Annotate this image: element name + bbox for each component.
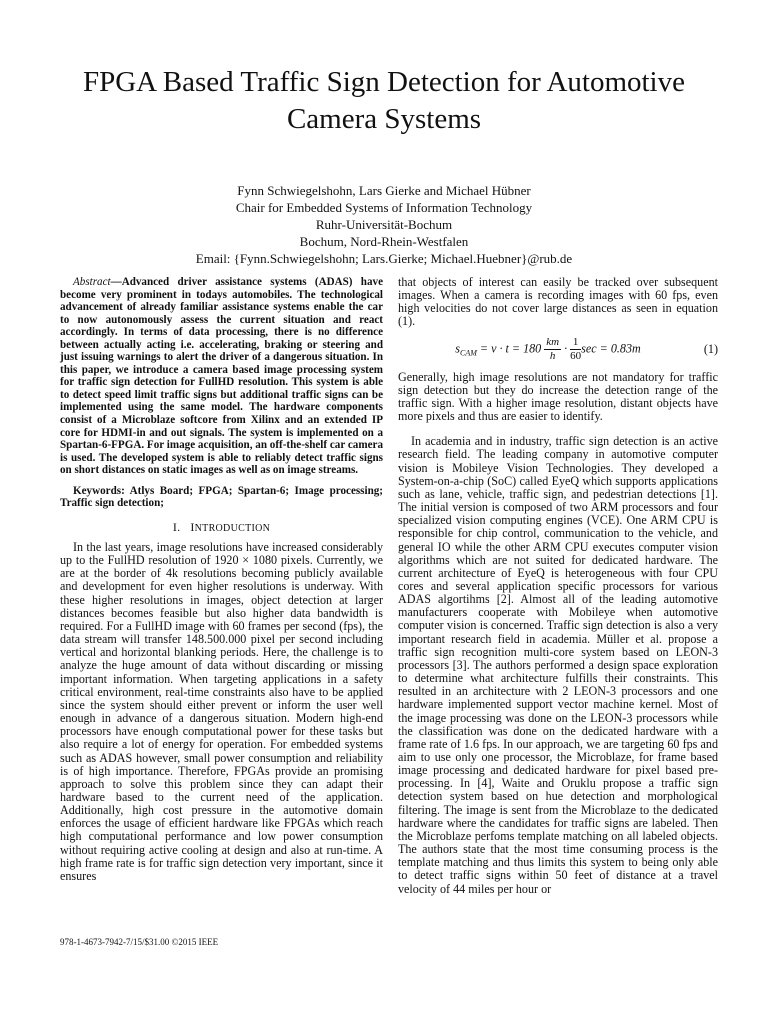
equation-body — [398, 336, 698, 363]
eq-frac1-num: km — [546, 336, 560, 349]
equation-1 — [398, 335, 718, 365]
paper-title — [0, 64, 768, 138]
location: Bochum, Nord-Rhein-Westfalen — [299, 234, 469, 249]
right-paragraph-3: In academia and in industry, traffic sign detection is an active research field. The leading company in automotive computer vision is Mobileye Vision Technologies. They developed a System-on-a-chip (SoC) called EyeQ which supports applications such as lane, vehicle, traffic sign, and pedestrian detections [1]. The initial version is composed of two ARM processors and four specialized vision computing engines (VCE). One ARM CPU is responsible for chip control, communication to the vehicle, and general IO while the other ARM CPU executes computer vision algorithms which are not suited for dedicated hardware. The current architecture of EyeQ is heterogeneous with four CPU cores and several application specific processors for various ADAS algortihms [2]. Almost all of the leading automotive manufacturers cooperate with Mobileye when automotive computer vision is concerned. Traffic sign detection is also a very important research field in academia. Müller et al. propose a traffic sign recognition multi-core system based on LEON-3 processors [3]. The authors performed a design space exploration to determine what architecture fulfills their constraints. This resulted in an architecture with 2 LEON-3 processors and one hardware implemented support vector machine kernel. Most of the image processing was done on the LEON-3 processors while the classification was done on the dedicated hardware with a frame rate of 1.6 fps. In our approach, we are targeting 60 fps and aim to use only one processor, the Microblaze, for frame based image processing and dedicated hardware for pixel based pre-processing. In [4], Waite and Oruklu propose a traffic sign detection system based on hue detection and morphological filtering. The image is sent from the Microblaze to the dedicated hardware where the candidates for traffic signs are labeled. Then the Microblaze perfoms template matching on all labeled objects. The authors state that the most time consuming process is the template matching and thus limits this system to being only able to detect traffic signs within 50 feet of distance at a travel velocity of 44 miles per hour or — [398, 434, 718, 896]
keywords: Keywords: Atlys Board; FPGA; Spartan-6; Image processing; Traffic sign detection; — [60, 484, 383, 510]
eq-frac2-den: 60 — [570, 350, 582, 363]
author-block — [0, 182, 768, 267]
eq-lhs: s — [455, 341, 460, 356]
author-names: Fynn Schwiegelshohn, Lars Gierke and Michael Hübner — [237, 183, 531, 198]
abstract-text: —Advanced driver assistance systems (ADAS) have become very prominent in todays automobiles. The technological advancement of already familiar assistance systems enable the car to now autonomously assess the current situation and react accordingly. In terms of data processing, there is no difference between actually acting i.e. accelerating, braking or steering and just issuing warnings to alert the driver of a dangerous situation. In this paper, we introduce a camera based image processing system for traffic sign detection for FullHD resolution. This system is able to detect speed limit traffic signs but additional traffic signs can be implemented using the same model. The hardware components consist of a Microblaze softcore from Xilinx and an extended IP core for HDMI-in and out signals. The system is implemented on a Spartan-6-FPGA. For image acquisition, an off-the-shelf car camera is used. The developed system is able to reliably detect traffic signs on short distances on static images as well as on image streams. — [60, 276, 383, 477]
section-title-rest: NTRODUCTION — [194, 522, 271, 534]
intro-paragraph: In the last years, image resolutions have increased considerably up to the FullHD resolution of 1920 × 1080 pixels. Currently, we are at the border of 4k resolutions becoming publicly available and development for even higher resolutions is underway. With these higher resolutions in images, object detection at larger distances becomes feasible but also higher data bandwidth is required. For a FullHD image with 60 frames per second (fps), the data stream will transfer 148.500.000 pixel per second including vertical and horizontal blanking periods. Here, the challenge is to analyze the huge amount of data without discarding or missing important information. When targeting applications in a safety critical environment, real-time constraints also have to be applied since the system should either prevent or inform the user well enough in advance of a dangerous situation. Modern high-end processors have enough computational power for these tasks but also require a lot of energy for operation. For embedded systems such as ADAS however, small power consumption and reliability is of high importance. Therefore, FPGAs provide an promising approach to solve this problem since they can adapt their hardware based to the current need of the application. Additionally, high cost pressure in the automotive domain enforces the usage of efficient hardware like FPGAs which reach high computational performance and low power consumption without requiring active cooling at design and also at run-time. A high frame rate is for traffic sign detection very important, since it ensures — [60, 540, 383, 883]
copyright-footer: 978-1-4673-7942-7/15/$31.00 ©2015 IEEE — [60, 937, 219, 947]
eq-frac2-num: 1 — [570, 336, 581, 350]
university: Ruhr-Universität-Bochum — [315, 217, 453, 232]
section-title-initial: I — [190, 519, 195, 534]
eq-frac1-den: h — [549, 350, 556, 363]
eq-fraction-2 — [570, 336, 581, 363]
affiliation: Chair for Embedded Systems of Information Technology — [235, 200, 533, 215]
equation-number: (1) — [703, 342, 718, 357]
eq-dot: · — [561, 341, 571, 356]
abstract — [60, 276, 383, 477]
title-line-1: FPGA Based Traffic Sign Detection for Automotive — [82, 66, 685, 98]
right-paragraph-1: that objects of interest can easily be tracked over subsequent images. When a camera is recording images with 60 fps, even high velocities do not cover large distances as seen in equation (1). — [398, 275, 718, 329]
eq-mid: = v · t = 180 — [476, 341, 542, 356]
email: Email: {Fynn.Schwiegelshohn; Lars.Gierke; Michael.Huebner}@rub.de — [195, 251, 573, 266]
abstract-label: Abstract — [73, 276, 111, 288]
section-heading — [60, 521, 383, 535]
right-column — [398, 276, 718, 896]
section-numeral: I. — [172, 519, 181, 534]
eq-lhs-sub: CAM — [459, 348, 477, 358]
title-line-2: Camera Systems — [286, 103, 482, 135]
eq-rhs: sec = 0.83m — [581, 341, 641, 356]
right-paragraph-2: Generally, high image resolutions are not mandatory for traffic sign detection but they do increase the detection range of the traffic sign. With a higher image resolution, distant objects have more pixels and thus are easier to identify. — [398, 369, 718, 424]
left-column — [60, 276, 383, 883]
eq-fraction-1 — [544, 336, 561, 363]
